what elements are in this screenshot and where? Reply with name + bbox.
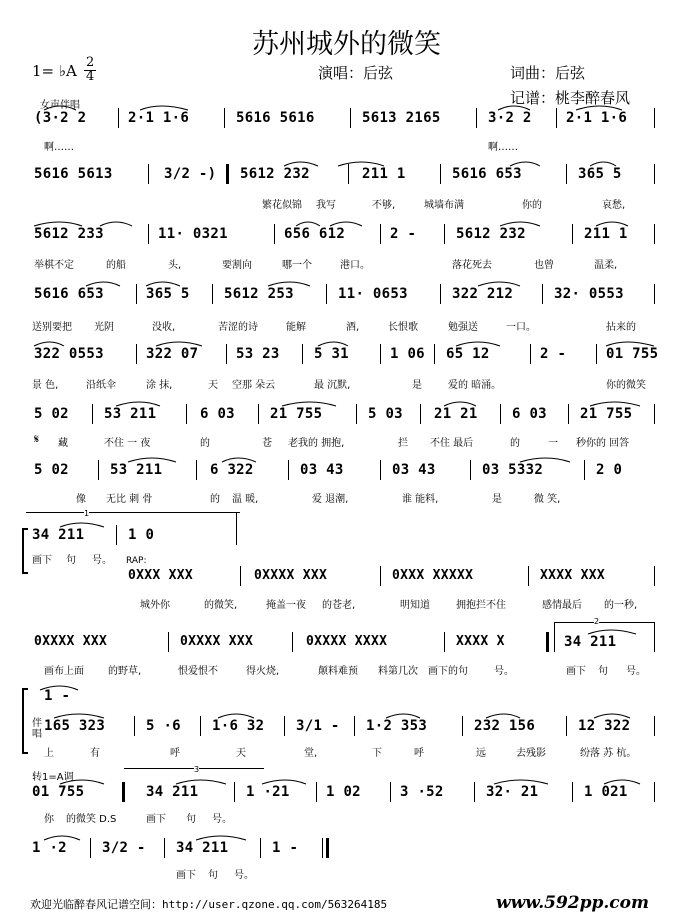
measure: 2 0 <box>596 462 623 478</box>
measure: XXXX XXX <box>540 568 606 583</box>
measure: 3 ·52 <box>400 784 444 800</box>
measure: 53 211 <box>104 406 157 422</box>
lyric: 画下 <box>146 814 166 825</box>
measure: 6 03 <box>200 406 235 422</box>
volta-number: 2 <box>594 617 600 626</box>
measure: 322 0553 <box>34 346 104 362</box>
measure: 365 5 <box>578 166 622 182</box>
rap-label: RAP: <box>126 556 147 566</box>
lyric: 落花死去 <box>452 260 492 271</box>
measure: 11· 0653 <box>338 286 408 302</box>
time-signature-top: 2 <box>86 55 95 70</box>
lyric: 的苍老, <box>322 600 356 611</box>
lyric: 没收, <box>152 322 176 333</box>
lyric: 一 <box>548 438 558 449</box>
lyric: 颠料难预 <box>318 666 358 677</box>
measure: 65 12 <box>446 346 490 362</box>
measure: 5616 5613 <box>34 166 113 182</box>
measure: 1 06 <box>390 346 425 362</box>
lyric: 不住 最后 <box>430 438 474 449</box>
lyric: 呼 <box>170 748 180 759</box>
lyric: 料第几次 <box>378 666 418 677</box>
lyric: 你的 <box>522 200 542 211</box>
lyric: 拈来的 <box>606 322 636 333</box>
site-watermark: www.592pp.com <box>496 893 649 913</box>
lyric: 得火烧, <box>246 666 280 677</box>
measure: 3/2 - <box>102 840 146 856</box>
lyric: 温 暖, <box>232 494 259 505</box>
lyric: 藏 <box>58 438 68 449</box>
lyric: 苍 <box>262 438 272 449</box>
measure: 5612 232 <box>240 166 310 182</box>
measure: 3·2 2 <box>488 110 532 126</box>
measure: 5612 253 <box>224 286 294 302</box>
lyric: 要割向 <box>222 260 252 271</box>
measure: 1 021 <box>584 784 628 800</box>
segno-icon: 𝄋 <box>34 432 40 446</box>
measure: 6 03 <box>512 406 547 422</box>
measure: 03 43 <box>300 462 344 478</box>
lyric: 举棋不定 <box>34 260 74 271</box>
lyric: 的 <box>210 494 220 505</box>
measure: 322 07 <box>146 346 199 362</box>
measure: 32· 0553 <box>554 286 624 302</box>
measure: 5 02 <box>34 406 69 422</box>
measure: 232 156 <box>474 718 536 734</box>
measure: 21 755 <box>580 406 633 422</box>
lyric: 也曾 <box>534 260 554 271</box>
measure: 6 322 <box>210 462 254 478</box>
measure: 5616 653 <box>34 286 104 302</box>
lyric: 画下 <box>176 870 196 881</box>
female-chorus-label: 女声伴唱 <box>40 100 80 111</box>
lyric: 谁 能料, <box>402 494 439 505</box>
volta-number: 3 <box>194 765 200 774</box>
lyric: 号。 <box>234 870 254 881</box>
lyric: 拦 <box>398 438 408 449</box>
measure: 32· 21 <box>486 784 539 800</box>
lyric: 不住 一 夜 <box>104 438 151 449</box>
lyric: 下 <box>372 748 382 759</box>
measure: 5 02 <box>34 462 69 478</box>
measure: 5 31 <box>314 346 349 362</box>
lyric: 的微笑, <box>204 600 238 611</box>
measure: 34 211 <box>564 634 617 650</box>
lyric: 的一秒, <box>604 600 638 611</box>
lyric: 纷落 苏 杭。 <box>580 748 637 759</box>
lyric: 号。 <box>626 666 646 677</box>
lyric: 啊…… <box>488 142 518 153</box>
lyric: 爱 退潮, <box>312 494 349 505</box>
lyric: 你的微笑 <box>606 380 646 391</box>
lyric: 号。 <box>494 666 514 677</box>
lyric: 掩盖一夜 <box>266 600 306 611</box>
accompaniment-label: 伴唱 <box>32 718 42 740</box>
lyric: 号。 <box>212 814 232 825</box>
measure: 21 21 <box>434 406 478 422</box>
lyric: 天 <box>208 380 218 391</box>
lyric: 一口。 <box>506 322 536 333</box>
lyric: 上 <box>44 748 54 759</box>
lyric: 句 <box>208 870 218 881</box>
measure: 5 ·6 <box>146 718 181 734</box>
measure: 12 322 <box>578 718 631 734</box>
lyric: 像 <box>76 494 86 505</box>
measure: 211 1 <box>362 166 406 182</box>
lyric: 画下 <box>566 666 586 677</box>
lyric: 感情最后 <box>542 600 582 611</box>
measure: 01 755 <box>32 784 85 800</box>
lyric: 空那 朵云 <box>232 380 276 391</box>
measure: 1 - <box>44 688 71 704</box>
footer-text: 欢迎光临醉春风记谱空间：http://user.qzone.qq.com/563264185 <box>30 898 388 911</box>
measure: 322 212 <box>452 286 514 302</box>
key-signature: 1= ♭A <box>32 62 77 80</box>
measure: 1·6 32 <box>212 718 265 734</box>
lyric: 我写 <box>316 200 336 211</box>
lyric: 句 <box>66 555 76 566</box>
composer-credit: 词曲：后弦 <box>510 64 586 82</box>
lyric: 你 <box>44 814 54 825</box>
measure: 03 5332 <box>482 462 544 478</box>
lyric: 老我的 拥抱, <box>288 438 345 449</box>
lyric: 头, <box>168 260 182 271</box>
lyric: 堂, <box>304 748 318 759</box>
measure: 34 211 <box>32 527 85 543</box>
measure: 3/2 -) <box>164 166 217 182</box>
measure: XXXX X <box>456 634 505 649</box>
measure: 1 ·2 <box>32 840 67 856</box>
measure: 656 612 <box>284 226 346 242</box>
lyric: 勉强送 <box>448 322 478 333</box>
lyric: 的 <box>510 438 520 449</box>
measure: 21 755 <box>270 406 323 422</box>
lyric: 温柔, <box>594 260 618 271</box>
measure: 1·2 353 <box>366 718 428 734</box>
lyric: 号。 <box>92 555 112 566</box>
measure: 3/1 - <box>296 718 340 734</box>
lyric: 有 <box>90 748 100 759</box>
lyric: 爱的 暗涌。 <box>448 380 502 391</box>
lyric: 画布上面 <box>44 666 84 677</box>
measure: 34 211 <box>146 784 199 800</box>
lyric: 不够, <box>372 200 396 211</box>
lyric: 的 <box>200 438 210 449</box>
lyric: 秒你的 回答 <box>576 438 630 449</box>
measure: 5612 232 <box>456 226 526 242</box>
lyric: 天 <box>236 748 246 759</box>
lyric: 恨爱恨不 <box>178 666 218 677</box>
lyric: 的船 <box>106 260 126 271</box>
measure: 5612 233 <box>34 226 104 242</box>
lyric: 的微笑 D.S <box>66 814 117 825</box>
lyric: 最 沉默, <box>314 380 351 391</box>
measure: 0XXX XXXXX <box>392 568 474 583</box>
lyric: 是 <box>412 380 422 391</box>
measure: (3·2 2 <box>34 110 87 126</box>
measure: 0XXXX XXX <box>34 634 108 649</box>
lyric: 光阴 <box>94 322 114 333</box>
lyric: 明知道 <box>400 600 430 611</box>
lyric: 远 <box>476 748 486 759</box>
measure: 1 02 <box>326 784 361 800</box>
volta-number: 1 <box>84 509 90 518</box>
time-signature-bottom: 4 <box>86 69 95 84</box>
lyric: 画下 <box>32 555 52 566</box>
measure: 0XXXX XXX <box>254 568 328 583</box>
measure: 01 755 <box>606 346 659 362</box>
measure: 2·1 1·6 <box>566 110 628 126</box>
measure: 2 - <box>390 226 417 242</box>
lyric: 涂 抹, <box>146 380 173 391</box>
lyric: 画下的句 <box>428 666 468 677</box>
measure: 53 211 <box>110 462 163 478</box>
lyric: 哪一个 <box>282 260 312 271</box>
key-change-label: 转1=A调 <box>32 772 74 783</box>
measure: 365 5 <box>146 286 190 302</box>
measure: 5616 5616 <box>236 110 315 126</box>
song-title: 苏州城外的微笑 <box>252 29 441 60</box>
lyric: 啊…… <box>44 142 74 153</box>
lyric: 港口。 <box>340 260 370 271</box>
lyric: 沿纸伞 <box>86 380 116 391</box>
lyric: 的野草, <box>108 666 142 677</box>
lyric: 句 <box>186 814 196 825</box>
lyric: 拥抱拦不住 <box>456 600 506 611</box>
lyric: 呼 <box>414 748 424 759</box>
measure: 34 211 <box>176 840 229 856</box>
singer-credit: 演唱：后弦 <box>318 64 394 82</box>
lyric: 去残影 <box>516 748 546 759</box>
lyric: 是 <box>492 494 502 505</box>
measure: 0XXXX XXX <box>180 634 254 649</box>
measure: 1 - <box>272 840 299 856</box>
measure: 11· 0321 <box>158 226 228 242</box>
lyric: 长恨歌 <box>388 322 418 333</box>
measure: 03 43 <box>392 462 436 478</box>
measure: 0XXXX XXXX <box>306 634 388 649</box>
lyric: 送别要把 <box>32 322 72 333</box>
measure: 5616 653 <box>452 166 522 182</box>
measure: 1 ·21 <box>246 784 290 800</box>
lyric: 繁花似锦 <box>262 200 302 211</box>
lyric: 能解 <box>286 322 306 333</box>
lyric: 城墙布满 <box>424 200 464 211</box>
transcriber-credit: 记谱：桃李醉春风 <box>510 89 631 107</box>
measure: 2·1 1·6 <box>128 110 190 126</box>
lyric: 城外你 <box>140 600 170 611</box>
measure: 1 0 <box>128 527 155 543</box>
lyric: 苦涩的诗 <box>218 322 258 333</box>
measure: 53 23 <box>236 346 280 362</box>
lyric: 微 笑, <box>534 494 561 505</box>
measure: 2 - <box>540 346 567 362</box>
lyric: 景 色, <box>32 380 59 391</box>
measure: 211 1 <box>584 226 628 242</box>
lyric: 句 <box>598 666 608 677</box>
lyric: 哀愁, <box>602 200 626 211</box>
measure: 165 323 <box>44 718 106 734</box>
measure: 5 03 <box>368 406 403 422</box>
lyric: 无比 刺 骨 <box>106 494 153 505</box>
measure: 0XXX XXX <box>128 568 194 583</box>
measure: 5613 2165 <box>362 110 441 126</box>
lyric: 酒, <box>346 322 360 333</box>
